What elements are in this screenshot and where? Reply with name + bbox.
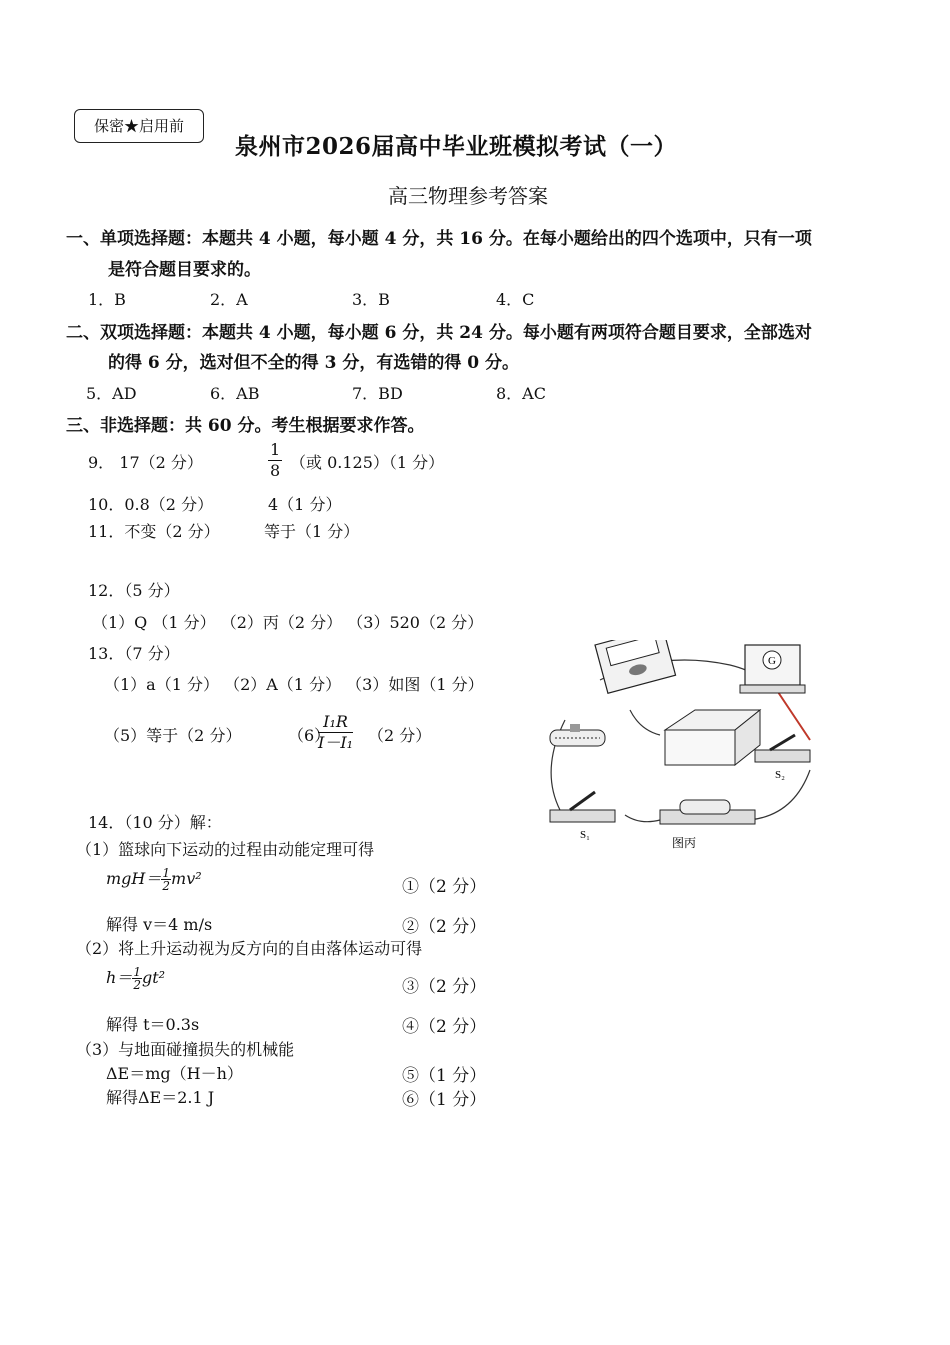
q14-eq3-right: gt² xyxy=(141,968,166,987)
q11-answer-b: 等于（1 分） xyxy=(264,522,360,541)
q14-eq3-left: h＝ xyxy=(106,968,133,987)
circuit-figure xyxy=(540,640,830,855)
q9-frac-den: 8 xyxy=(270,461,281,480)
q14-mark4: ④（2 分） xyxy=(402,1017,487,1037)
q11-answer-a: 11．不变（2 分） xyxy=(88,522,220,541)
q13-fraction xyxy=(318,712,353,753)
q14-mark3: ③（2 分） xyxy=(402,977,487,997)
q14-part2: （2）将上升运动视为反方向的自由落体运动可得 xyxy=(76,939,423,958)
q13-heading: 13．（7 分） xyxy=(88,644,180,663)
answer-2: 2．A xyxy=(210,290,248,309)
answer-7: 7．BD xyxy=(352,384,403,403)
q13-answer-6-score: （2 分） xyxy=(368,726,432,745)
q14-mark5: ⑤（1 分） xyxy=(402,1066,487,1086)
galvanometer-label: G xyxy=(768,655,776,667)
section1-heading: 一、单项选择题：本题共 4 小题，每小题 4 分，共 16 分。在每小题给出的四个选项中，只有一项 xyxy=(66,229,812,249)
section2-heading-cont: 的得 6 分，选对但不全的得 3 分，有选错的得 0 分。 xyxy=(108,353,519,373)
wire-bottom-left xyxy=(625,815,660,822)
q14-eq1-left: mgH＝ xyxy=(106,869,162,888)
switch-s1-icon xyxy=(550,792,615,841)
multimeter-icon xyxy=(595,640,676,693)
q9-frac-num: 1 xyxy=(270,440,281,459)
q14-eq1-num: 1 xyxy=(162,866,171,880)
q14-eq3-num: 1 xyxy=(133,965,141,979)
q14-solution3: 解得ΔE＝2.1 J xyxy=(106,1088,215,1107)
q14-eq3-den: 2 xyxy=(133,978,141,992)
q14-eq1-den: 2 xyxy=(162,879,171,893)
answer-8: 8．AC xyxy=(496,384,546,403)
q13-frac-den: I－I₁ xyxy=(318,733,354,752)
answer-4: 4．C xyxy=(496,290,535,309)
q14-mark1: ①（2 分） xyxy=(402,877,487,897)
q14-eq5: ΔE＝mg（H－h） xyxy=(106,1064,243,1083)
q14-mark6: ⑥（1 分） xyxy=(402,1090,487,1110)
figure-caption: 图丙 xyxy=(672,836,697,850)
q10-answer-a: 10．0.8（2 分） xyxy=(88,495,214,514)
page-title: 泉州市2026届高中毕业班模拟考试（一） xyxy=(235,133,678,160)
q12-answers: （1）Q （1 分） （2）丙（2 分） （3）520（2 分） xyxy=(92,613,484,632)
wire-mid xyxy=(630,710,660,735)
switch-s2-icon xyxy=(755,735,810,781)
q14-eq3 xyxy=(106,965,165,991)
answer-3: 3．B xyxy=(352,290,390,309)
q13-answer-6-label: （6） xyxy=(288,726,331,745)
switch-s1-label: S₁ xyxy=(580,829,590,841)
q14-mark2: ②（2 分） xyxy=(402,917,487,937)
page-subtitle: 高三物理参考答案 xyxy=(388,184,548,208)
q9-answer-a: 9． 17（2 分） xyxy=(88,453,203,472)
galvanometer-icon xyxy=(740,645,805,693)
q13-answers-line1: （1）a（1 分） （2）A（1 分） （3）如图（1 分） xyxy=(104,675,484,694)
q14-eq1-right: mv² xyxy=(171,869,202,888)
confidential-badge: 保密★启用前 xyxy=(74,109,204,143)
q12-heading: 12．（5 分） xyxy=(88,581,180,600)
battery-box-icon xyxy=(665,710,760,765)
resistor-icon xyxy=(660,800,755,824)
q14-solution2: 解得 t＝0.3s xyxy=(106,1015,200,1034)
q9-fraction xyxy=(268,440,282,481)
q14-part1: （1）篮球向下运动的过程由动能定理可得 xyxy=(76,840,375,859)
answer-5: 5．AD xyxy=(86,384,137,403)
section1-heading-cont: 是符合题目要求的。 xyxy=(108,260,261,280)
q14-part3: （3）与地面碰撞损失的机械能 xyxy=(76,1040,295,1059)
q14-solution1: 解得 v＝4 m/s xyxy=(106,915,213,934)
q9-answer-b: （或 0.125）（1 分） xyxy=(290,453,445,472)
answer-6: 6．AB xyxy=(210,384,260,403)
circuit-diagram xyxy=(540,640,830,855)
q14-heading: 14．（10 分）解： xyxy=(88,813,222,832)
q13-answer-5: （5）等于（2 分） xyxy=(104,726,242,745)
section2-heading: 二、双项选择题：本题共 4 小题，每小题 6 分，共 24 分。每小题有两项符合题目要求，全部选对 xyxy=(66,323,812,343)
switch-s2-label: S₂ xyxy=(775,769,785,781)
q10-answer-b: 4（1 分） xyxy=(268,495,342,514)
section3-heading: 三、非选择题：共 60 分。考生根据要求作答。 xyxy=(66,416,425,436)
q14-eq1 xyxy=(106,866,202,892)
rheostat-icon xyxy=(550,724,605,746)
q13-frac-num: I₁R xyxy=(318,712,353,733)
answer-1: 1．B xyxy=(88,290,126,309)
